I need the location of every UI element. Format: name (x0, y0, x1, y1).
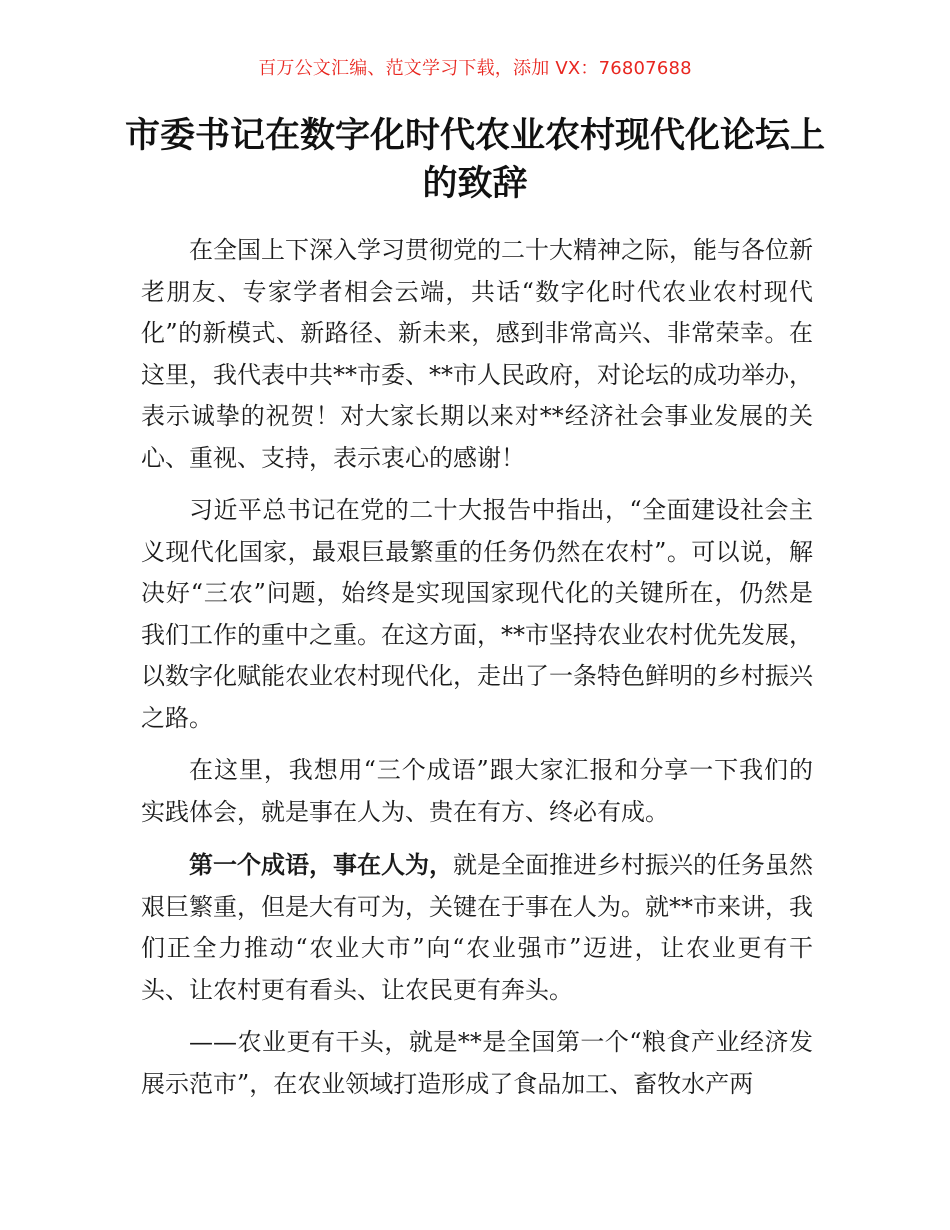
document-title: 市委书记在数字化时代农业农村现代化论坛上的致辞 (124, 115, 825, 204)
paragraph (141, 1022, 813, 1105)
paragraph-text: ——农业更有干头，就是**是全国第一个“粮食产业经济发展示范市”，在农业领域打造形成了食品加工、畜牧水产两 (141, 1028, 813, 1098)
paragraph-text: 习近平总书记在党的二十大报告中指出，“全面建设社会主义现代化国家，最艰巨最繁重的任务仍然在农村”。可以说，解决好“三农”问题，始终是实现国家现代化的关键所在，仍然是我们工作的重中之重。在这方面，**市坚持农业农村优先发展，以数字化赋能农业农村现代化，走出了一条特色鲜明的乡村振兴之路。 (141, 496, 813, 732)
paragraph-text: 在这里，我想用“三个成语”跟大家汇报和分享一下我们的实践体会，就是事在人为、贵在有方、终必有成。 (141, 756, 813, 826)
paragraph-text: 在全国上下深入学习贯彻党的二十大精神之际，能与各位新老朋友、专家学者相会云端，共话“数字化时代农业农村现代化”的新模式、新路径、新未来，感到非常高兴、非常荣幸。在这里，我代表中共**市委、**市人民政府，对论坛的成功举办，表示诚挚的祝贺！对大家长期以来对**经济社会事业发展的关心、重视、支持，表示衷心的感谢！ (141, 236, 813, 472)
paragraph-text: 就是全面推进乡村振兴的任务虽然艰巨繁重，但是大有可为，关键在于事在人为。就**市来讲，我们正全力推动“农业大市”向“农业强市”迈进，让农业更有干头、让农村更有看头、让农民更有奔头。 (141, 851, 813, 1004)
paragraph (141, 490, 813, 739)
paragraph (141, 750, 813, 833)
paragraph-lead-heading: 第一个成语，事在人为， (189, 850, 453, 879)
watermark-banner: 百万公文汇编、范文学习下载，添加 VX：76807688 (258, 58, 692, 79)
paragraph (141, 230, 813, 479)
document-body (141, 230, 813, 1105)
paragraph (141, 844, 813, 1011)
